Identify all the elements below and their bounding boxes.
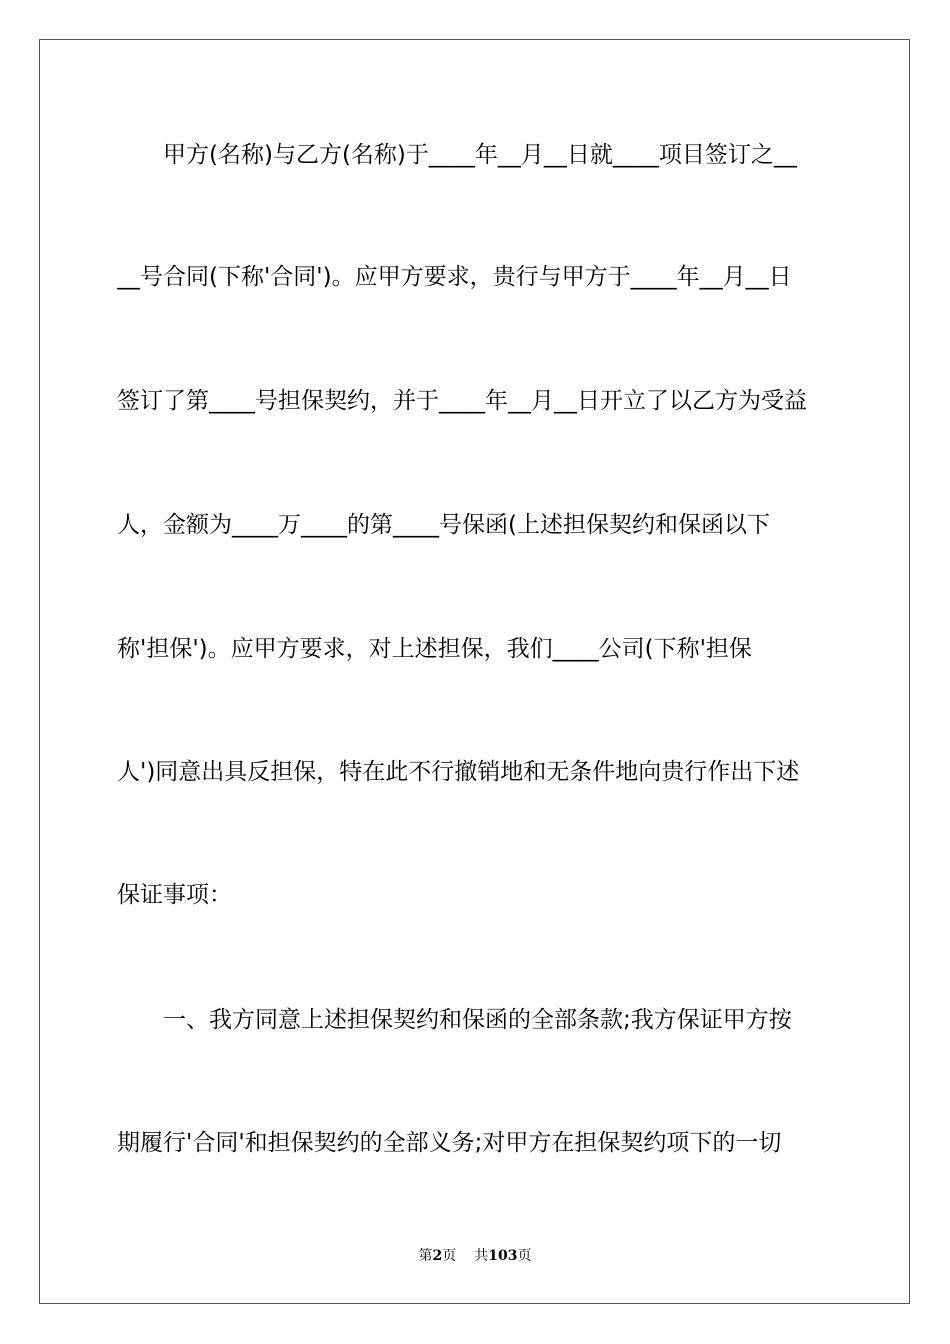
paragraph-line-1: 甲方(名称)与乙方(名称)于____年__月__日就____项目签订之__ — [117, 142, 797, 168]
footer-page-suffix: 页 — [442, 1248, 457, 1264]
paragraph-line-9: 期履行'合同'和担保契约的全部义务;对甲方在担保契约项下的一切 — [117, 1130, 782, 1156]
footer-page-prefix: 第 — [418, 1248, 433, 1264]
paragraph-line-6: 人')同意出具反担保，特在此不行撤销地和无条件地向贵行作出下述 — [117, 759, 800, 785]
paragraph-line-3: 签订了第____号担保契约，并于____年__月__日开立了以乙方为受益 — [117, 388, 807, 414]
footer-total-pages: 103 — [488, 1248, 518, 1264]
paragraph-line-8: 一、我方同意上述担保契约和保函的全部条款;我方保证甲方按 — [117, 1007, 792, 1033]
footer-total-suffix: 页 — [517, 1248, 532, 1264]
paragraph-line-5: 称'担保')。应甲方要求，对上述担保，我们____公司(下称'担保 — [117, 636, 752, 662]
paragraph-line-2: __号合同(下称'合同')。应甲方要求，贵行与甲方于____年__月__日 — [117, 264, 792, 290]
paragraph-line-4: 人，金额为____万____的第____号保函(上述担保契约和保函以下 — [117, 512, 770, 538]
page-footer — [0, 1247, 950, 1265]
footer-total-prefix: 共 — [474, 1248, 489, 1264]
footer-page-number: 2 — [432, 1248, 443, 1264]
page-frame — [39, 39, 910, 1304]
paragraph-line-7: 保证事项： — [117, 882, 232, 908]
